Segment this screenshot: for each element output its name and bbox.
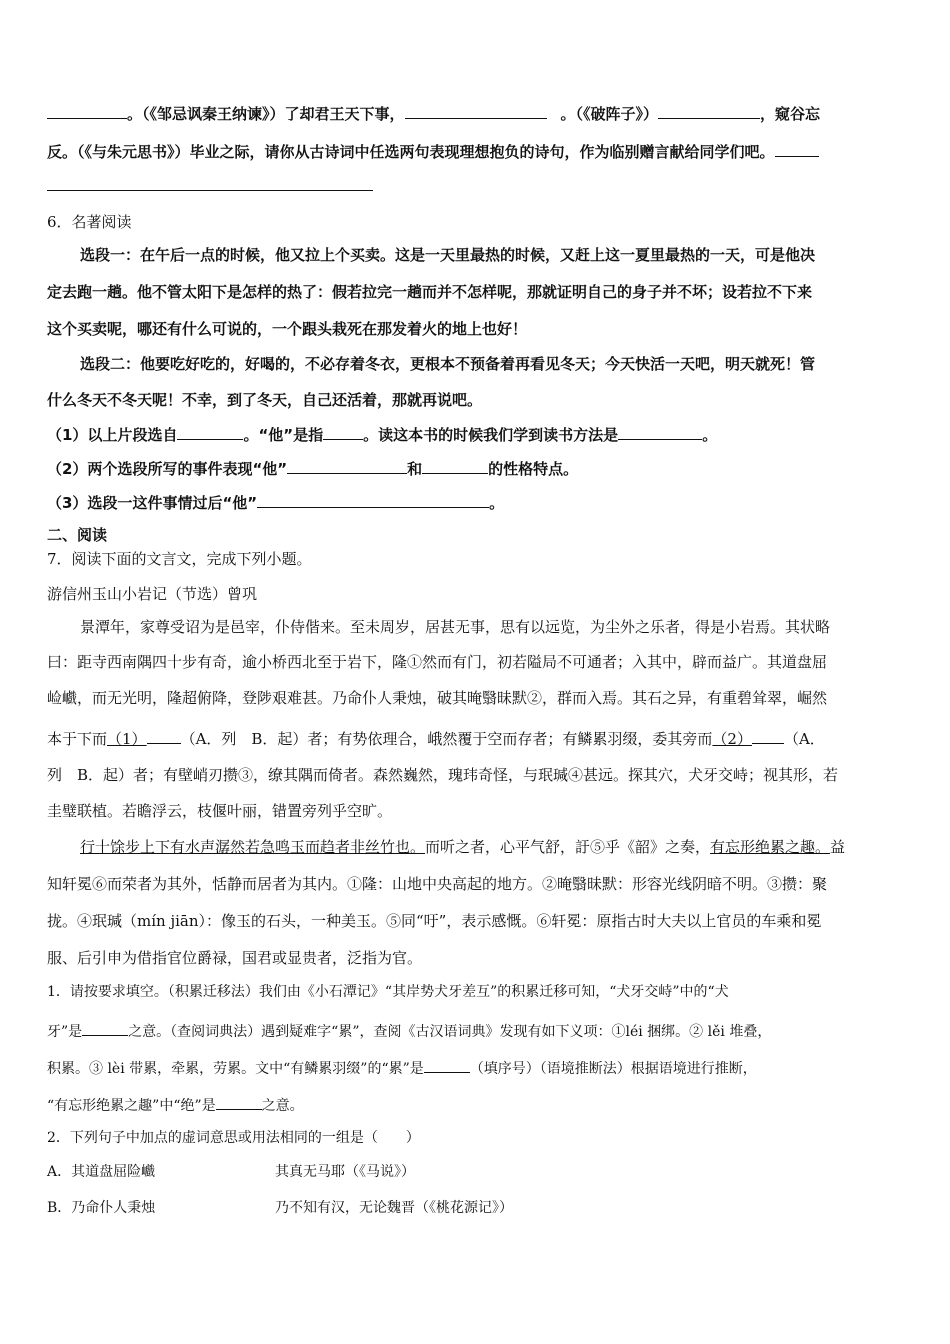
fill-line-2: 反。（《与朱元思书》）毕业之际，请你从古诗词中任选两句表现理想抱负的诗句，作为临别赠言献给同学们吧。 <box>47 141 819 162</box>
q6-sub3: （3）选段一这件事情过后“他” 。 <box>47 494 505 512</box>
answer-blank[interactable] <box>257 492 489 508</box>
answer-line[interactable] <box>47 190 373 191</box>
article-line-3: 崄巇，而无光明，隆超俯降，登陟艰难甚。乃命仆人秉烛，破其晻翳昧默②，群而入焉。其石之异，有重碧耸翠，崛然 <box>47 689 828 707</box>
article-line-10: 服、后引申为借指官位爵禄，国君或显贵者，泛指为官。 <box>47 949 423 967</box>
option-a-compare: 其真无马耶（《马说》） <box>275 1164 415 1180</box>
answer-blank[interactable] <box>147 728 181 744</box>
answer-blank[interactable] <box>287 458 407 474</box>
article-line-2: 曰：距寺西南隅四十步有奇，逾小桥西北至于岩下，隆①然而有门，初若隘局不可通者；入其中，辟而益广。其道盘屈 <box>47 653 828 671</box>
q6-passage1-line3: 这个买卖呢，哪还有什么可说的，一个跟头栽死在那发着火的地上也好！ <box>47 320 528 338</box>
answer-blank[interactable] <box>82 1020 128 1036</box>
answer-blank[interactable] <box>177 424 243 440</box>
q7-1-line1: 1．请按要求填空。（积累迁移法）我们由《小石潭记》“其岸势犬牙差互”的积累迁移可知，“犬牙交峙”中的“犬 <box>47 984 729 1000</box>
q6-sub2: （2）两个选段所写的事件表现“他” 和 的性格特点。 <box>47 460 579 478</box>
answer-blank[interactable] <box>752 728 784 744</box>
q6-passage2-line2: 什么冬天不冬天呢！不幸，到了冬天，自己还活着，那就再说吧。 <box>47 391 483 409</box>
answer-blank[interactable] <box>618 424 702 440</box>
answer-blank[interactable] <box>422 458 488 474</box>
answer-blank[interactable] <box>323 424 363 440</box>
option-a[interactable]: A．其道盘屈险巇 <box>47 1164 156 1180</box>
q6-title: 6．名著阅读 <box>47 213 132 231</box>
q7-1-line2: 牙”是 之意。（查阅词典法）遇到疑难字“累”，查阅《古汉语词典》发现有如下义项：①léi 捆绑。② lěi 堆叠， <box>47 1020 771 1042</box>
option-b-compare: 乃不知有汉，无论魏晋（《桃花源记》） <box>275 1200 513 1216</box>
fill-line-1: 。（《邹忌讽秦王纳谏》）了却君王天下事， 。（《破阵子》） ，窥谷忘 <box>47 103 820 124</box>
answer-blank[interactable] <box>216 1094 262 1110</box>
article-line-8: 知轩冕⑥而荣者为其外，恬静而居者为其内。①隆：山地中央高起的地方。②晻翳昧默：形容光线阴暗不明。③攒：聚 <box>47 875 828 893</box>
article-line-1: 景潭年，家尊受诏为是邑宰，仆侍偕来。至未周岁，居甚无事，思有以远览，为尘外之乐者，得是小岩焉。其状略 <box>80 618 831 636</box>
article-line-6: 圭璧联植。若瞻浮云，枝偃叶丽，错置旁列乎空旷。 <box>47 802 393 820</box>
answer-blank[interactable] <box>775 141 819 157</box>
q7-2-stem: 2．下列句子中加点的虚词意思或用法相同的一组是（ ） <box>47 1130 420 1146</box>
q7-1-line3: 积累。③ lèi 带累，牵累，劳累。文中“有鳞累羽缀”的“累”是 （填序号）（语境推断法）根据语境进行推断， <box>47 1057 757 1079</box>
q6-sub1: （1）以上片段选自 。“他”是指 。读这本书的时候我们学到读书方法是 。 <box>47 426 718 444</box>
q6-passage1-line1: 选段一：在午后一点的时候，他又拉上个买卖。这是一天里最热的时候，又赶上这一夏里最热的一天，可是他决 <box>80 246 816 264</box>
q7-1-line4: “有忘形绝累之趣”中“绝”是 之意。 <box>47 1094 304 1116</box>
option-b[interactable]: B．乃命仆人秉烛 <box>47 1200 156 1216</box>
q7-intro: 7．阅读下面的文言文，完成下列小题。 <box>47 550 312 568</box>
section-heading: 二、阅读 <box>47 526 108 544</box>
q6-passage1-line2: 定去跑一趟。他不管太阳下是怎样的热了：假若拉完一趟而并不怎样呢，那就证明自己的身子并不坏；设若拉不下来 <box>47 283 813 301</box>
answer-blank[interactable] <box>47 103 127 119</box>
answer-blank[interactable] <box>424 1057 470 1073</box>
article-line-9: 拢。④珉瑊（mín jiān）：像玉的石头，一种美玉。⑤同“吁”，表示感慨。⑥轩冕：原指古时大夫以上官员的车乘和冕 <box>47 912 822 930</box>
answer-blank[interactable] <box>405 103 547 119</box>
article-line-7: 行十馀步上下有水声潺然若急鸣玉而趋者非丝竹也。而听之者，心平气舒，訏⑤乎《韶》之奏，有忘形绝累之趣。益 <box>80 838 846 856</box>
article-line-4: 本于下而（1） （A．列 B．起）者；有势依理合，峨然覆于空而存者；有鳞累羽缀，委其旁而（2） （A． <box>47 730 825 748</box>
answer-blank[interactable] <box>658 103 760 119</box>
q6-passage2-line1: 选段二：他要吃好吃的，好喝的，不必存着冬衣，更根本不预备着再看见冬天；今天快活一天吧，明天就死！管 <box>80 355 816 373</box>
article-line-5: 列 B．起）者；有壁峭刃攒③，缭其隅而倚者。森然巍然，瑰玮奇怪，与珉瑊④甚远。探其穴，犬牙交峙；视其形，若 <box>47 766 839 784</box>
q7-article-title: 游信州玉山小岩记（节选）曾巩 <box>47 585 258 603</box>
